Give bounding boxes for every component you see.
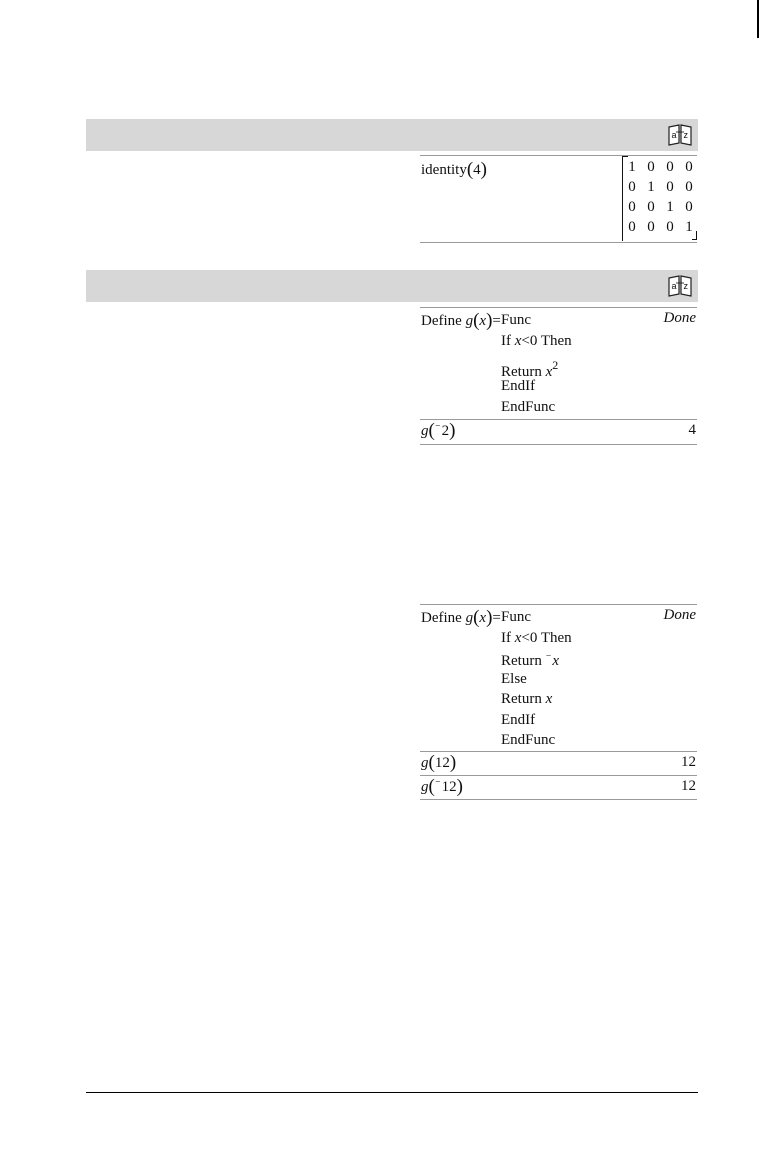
code-line: EndIf: [501, 378, 536, 394]
code-line: If x<0 Then: [501, 629, 572, 646]
example-if-panel-1: [420, 307, 697, 445]
function-name: g: [465, 313, 474, 329]
function-body: [501, 607, 572, 751]
code-line: Return $x^2$: [501, 358, 559, 380]
code-line: Else: [501, 670, 527, 687]
code-line: Func: [501, 312, 531, 328]
equals-sign: =: [492, 610, 501, 626]
function-body: [501, 310, 572, 417]
call-row: [420, 420, 697, 445]
section-header-bar-identity: [86, 119, 698, 151]
code-line: If x<0 Then: [501, 332, 572, 349]
matrix-cell: 1: [628, 159, 636, 175]
matrix-cell: 0: [666, 219, 674, 235]
page-edge-rule: [757, 0, 759, 38]
define-keyword: Define: [421, 313, 462, 329]
matrix-cell: 1: [666, 199, 674, 215]
section-header-bar-if: [86, 270, 698, 302]
equals-sign: =: [492, 313, 501, 329]
define-lhs: Define g(x)=: [421, 310, 501, 331]
matrix-cell: 0: [628, 199, 636, 215]
call-result: 12: [681, 778, 696, 794]
code-line: Return ⁻x: [501, 652, 560, 669]
matrix-cell: 0: [628, 179, 636, 195]
footer-rule: [86, 1092, 698, 1093]
call-row: [420, 776, 697, 800]
matrix-cell: 0: [647, 159, 655, 175]
function-var: x: [479, 313, 487, 329]
call-result: 4: [688, 422, 696, 438]
svg-text:z: z: [683, 130, 688, 140]
define-row: [420, 308, 697, 420]
example-if-panel-2: [420, 604, 697, 800]
matrix-cell: 0: [628, 219, 636, 235]
define-keyword: Define: [421, 610, 462, 626]
svg-text:a: a: [671, 281, 677, 291]
call-result: 12: [681, 754, 696, 770]
call-row: [420, 752, 697, 776]
code-line: EndFunc: [501, 732, 556, 748]
svg-text:z: z: [683, 281, 688, 291]
define-row: [420, 605, 697, 752]
result-done: Done: [663, 607, 696, 623]
result-done: Done: [663, 310, 696, 326]
define-lhs: Define g(x)=: [421, 607, 501, 628]
matrix-cell: 0: [666, 179, 674, 195]
code-line: EndIf: [501, 711, 536, 728]
function-name: g: [465, 610, 474, 626]
code-line: Return x: [501, 691, 553, 707]
matrix-cell: 0: [666, 159, 674, 175]
function-var: x: [479, 610, 487, 626]
book-icon: [668, 124, 692, 146]
matrix-cell: 0: [685, 199, 693, 215]
code-line: EndFunc: [501, 398, 556, 415]
call-expression: g(⁻2): [421, 420, 456, 441]
matrix-cell: 1: [685, 219, 693, 235]
svg-text:a: a: [671, 130, 677, 140]
matrix-cell: 0: [685, 159, 693, 175]
function-name: identity: [421, 162, 467, 178]
code-line: Func: [501, 609, 531, 625]
call-expression: g(12): [421, 752, 457, 773]
matrix-cell: 0: [685, 179, 693, 195]
identity-input: identity(4): [421, 159, 487, 180]
call-expression: g(⁻12): [421, 776, 463, 797]
identity-matrix-result: [622, 155, 697, 241]
matrix-cell: 1: [647, 179, 655, 195]
matrix-cell: 0: [647, 199, 655, 215]
function-arg: 4: [473, 162, 481, 178]
matrix-cell: 0: [647, 219, 655, 235]
book-icon: [668, 275, 692, 297]
